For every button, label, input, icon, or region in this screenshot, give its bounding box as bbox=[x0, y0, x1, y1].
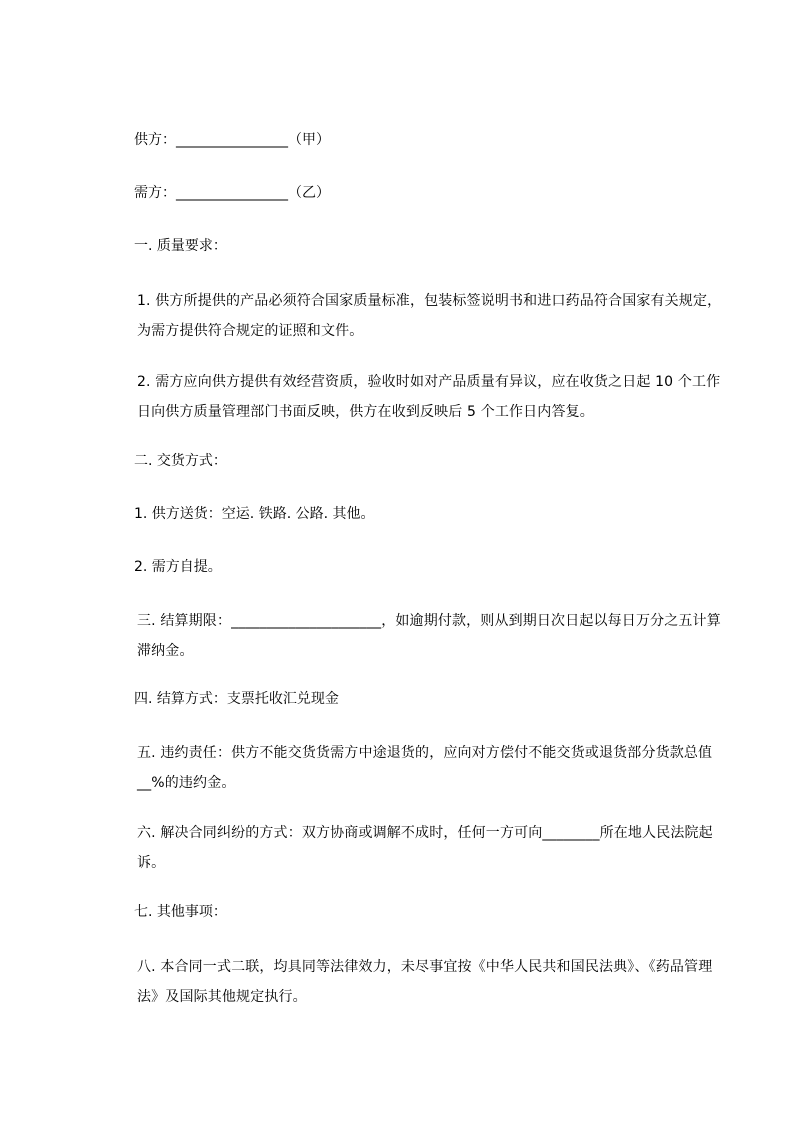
section-quality-title: 一. 质量要求： bbox=[134, 238, 227, 254]
section-other-matters: 七. 其他事项： bbox=[134, 904, 227, 920]
supplier-line: 供方：________________（甲） bbox=[134, 132, 330, 148]
section-quality-item-2: 2. 需方应向供方提供有效经营资质，验收时如对产品质量有异议，应在收货之日起 10 个工作日向供方质量管理部门书面反映，供方在收到反映后 5 个工作日内答复。 bbox=[137, 374, 721, 420]
section-quality-item-1: 1. 供方所提供的产品必须符合国家质量标准，包装标签说明书和进口药品符合国家有关规定，为需方提供符合规定的证照和文件。 bbox=[137, 293, 722, 339]
section-dispute-resolution: 六. 解决合同纠纷的方式：双方协商或调解不成时，任何一方可向________所在地人民法院起诉。 bbox=[137, 825, 713, 871]
section-settlement-method: 四. 结算方式：支票托收汇兑现金 bbox=[134, 691, 339, 707]
section-delivery-item-2: 2. 需方自提。 bbox=[134, 559, 222, 575]
section-copies-validity: 八. 本合同一式二联，均具同等法律效力，未尽事宜按《中华人民共和国民法典》、《药品管理法》及国际其他规定执行。 bbox=[137, 959, 713, 1005]
section-breach-liability: 五. 违约责任：供方不能交货货需方中途退货的，应向对方偿付不能交货或退货部分货款总值__%的违约金。 bbox=[137, 745, 713, 791]
section-delivery-item-1: 1. 供方送货：空运. 铁路. 公路. 其他。 bbox=[134, 506, 375, 522]
section-delivery-title: 二. 交货方式： bbox=[134, 453, 227, 469]
buyer-line: 需方：________________（乙） bbox=[134, 185, 330, 201]
section-settlement-period: 三. 结算期限：_____________________，如逾期付款，则从到期日次日起以每日万分之五计算滞纳金。 bbox=[137, 613, 721, 659]
